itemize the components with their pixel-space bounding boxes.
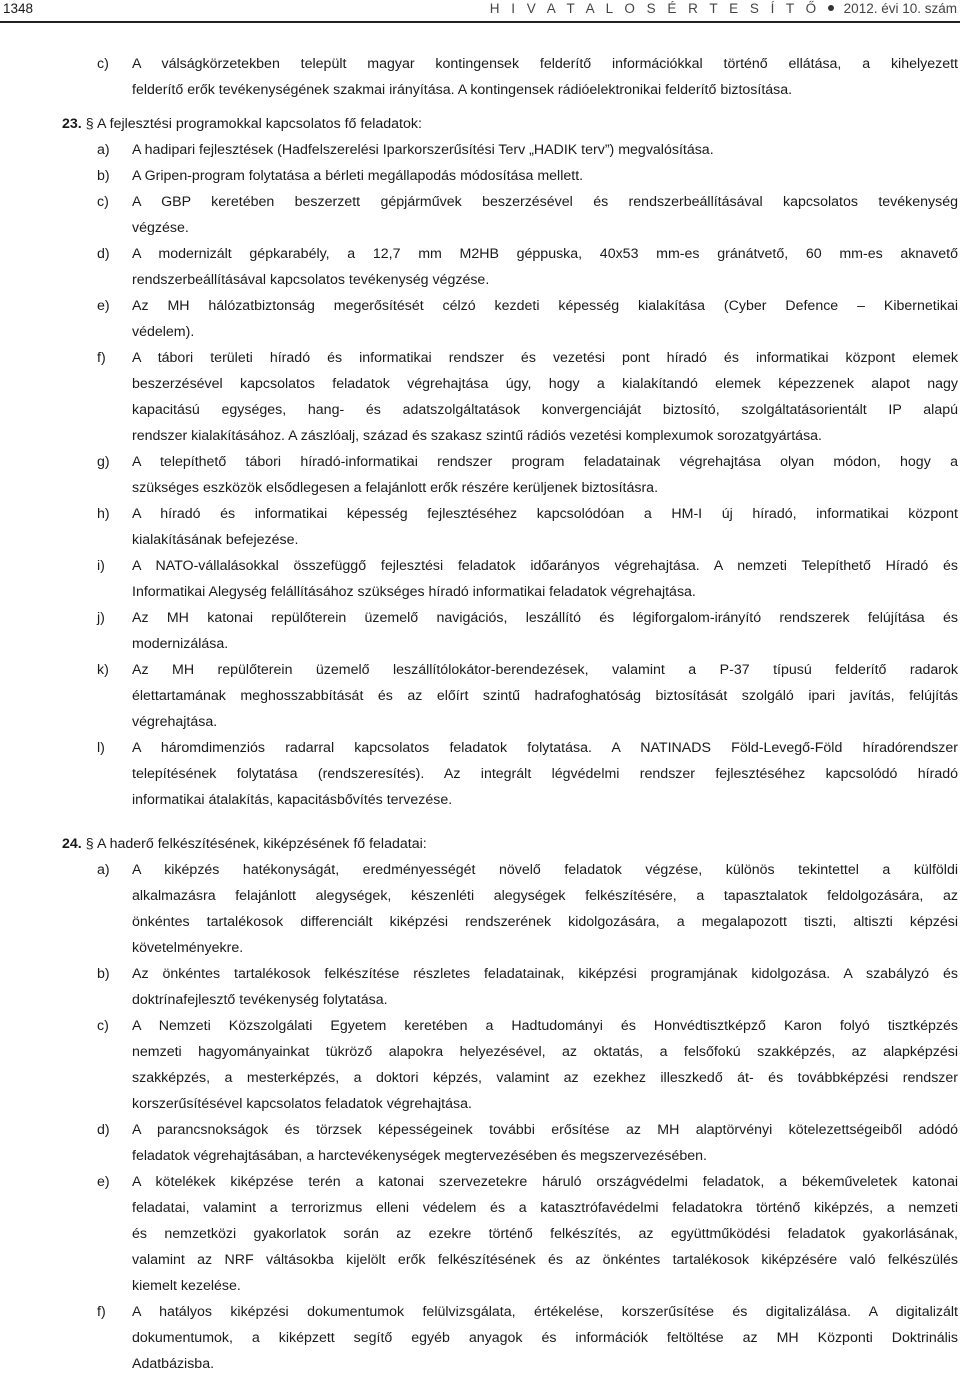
list-item	[0, 137, 960, 163]
list-item	[0, 605, 960, 657]
item-label: h)	[97, 506, 110, 522]
item-line: modernizálása.	[132, 636, 229, 652]
item-line: Az önkéntes tartalékosok felkészítése részletes feladatainak, kiképzési programjának kidolgozása. A szabályzó és	[132, 966, 958, 982]
item-text	[132, 961, 958, 1013]
intro-item	[0, 51, 960, 103]
section-number: 24. §	[62, 836, 94, 852]
item-line: végzése.	[132, 220, 189, 236]
item-line: felderítő erők tevékenységének szakmai irányítása. A kontingensek rádióelektronikai felderítő biztosítása.	[132, 82, 793, 98]
item-text	[132, 241, 958, 293]
list-item	[0, 961, 960, 1013]
item-line: rendszer kialakításához. A zászlóalj, század és szakasz szintű rádiós vezetési komplexumok sorozatgyártása.	[132, 428, 822, 444]
item-line: rendszerbeállításával kapcsolatos tevékenység végzése.	[132, 272, 490, 288]
bullet-separator	[828, 5, 834, 11]
item-text	[132, 857, 958, 961]
item-line: A hatályos kiképzési dokumentumok felülvizsgálata, értékelése, korszerűsítése és digitalizálása. A digitalizált	[132, 1304, 958, 1320]
item-line: alkalmazásra felajánlott alegységek, készenléti alegységek felkészítésére, a tapasztalatok feldolgozására, az	[132, 888, 958, 904]
item-line: beszerzésével kapcsolatos feladatok végrehajtása úgy, hogy a kialakítandó elemek képezzenek alapot nagy	[132, 376, 958, 392]
item-label: a)	[97, 862, 110, 878]
item-text	[132, 1169, 958, 1299]
item-line: korszerűsítésével kapcsolatos feladatok végrehajtása.	[132, 1096, 472, 1112]
item-text	[132, 163, 958, 189]
item-label: k)	[97, 662, 109, 678]
section-23-heading	[0, 111, 960, 137]
item-line: telepítésének folytatása (rendszeresítés). Az integrált légvédelmi rendszer fejlesztéséhez kapcsolódó híradó	[132, 766, 958, 782]
item-text	[132, 293, 958, 345]
item-line: kapacitású egységes, hang- és adatszolgáltatások konvergenciáját biztosító, szolgáltatásorientált IP alapú	[132, 402, 958, 418]
item-line: A tábori területi híradó és informatikai rendszer és vezetési pont híradó és informatikai központ elemek	[132, 350, 958, 366]
item-line: A GBP keretében beszerzett gépjárművek beszerzésével és rendszerbeállításával kapcsolatos tevékenység	[132, 194, 958, 210]
item-text	[132, 657, 958, 735]
item-line: önkéntes tartalékosok differenciált kiképzési rendszerének kidolgozására, a megalapozott tiszti, altiszti képzési	[132, 914, 958, 930]
item-text	[132, 189, 958, 241]
header-rule	[0, 21, 960, 23]
issue-label: 2012. évi 10. szám	[843, 1, 957, 16]
item-line: valamint az NRF váltásokba kijelölt erők felkészítésének és az önkéntes tartalékosok kiképzésére való felkészülés	[132, 1252, 958, 1268]
item-text	[132, 51, 958, 103]
page-number: 1348	[3, 1, 34, 16]
item-line: A válságkörzetekben települt magyar kontingensek felderítő információkkal történő ellátása, a kihelyezett	[132, 56, 958, 72]
item-label: b)	[97, 966, 110, 982]
item-line: informatikai átalakítás, kapacitásbővítés tervezése.	[132, 792, 453, 808]
section-24-heading	[0, 831, 960, 857]
list-item	[0, 163, 960, 189]
item-line: A kötelékek kiképzése terén a katonai szervezetekre háruló országvédelmi feladatok, a békeműveletek katonai	[132, 1174, 958, 1190]
list-item	[0, 1013, 960, 1117]
section-24-items	[0, 857, 960, 1377]
item-line: Adatbázisba.	[132, 1356, 215, 1372]
item-label: a)	[97, 142, 110, 158]
list-item	[0, 293, 960, 345]
list-item	[0, 449, 960, 501]
item-text	[132, 449, 958, 501]
item-label: c)	[97, 194, 109, 210]
item-line: végrehajtása.	[132, 714, 218, 730]
item-text	[132, 1013, 958, 1117]
item-label: b)	[97, 168, 110, 184]
item-line: A Nemzeti Közszolgálati Egyetem keretében a Hadtudományi és Honvédtisztképző Karon folyó tisztképzés	[132, 1018, 958, 1034]
item-label: c)	[97, 1018, 109, 1034]
running-title	[490, 0, 957, 18]
list-item	[0, 857, 960, 961]
item-line: A kiképzés hatékonyságát, eredményességét növelő feladatok végzése, különös tekintettel a külföldi	[132, 862, 958, 878]
item-line: A modernizált gépkarabély, a 12,7 mm M2HB géppuska, 40x53 mm-es gránátvető, 60 mm-es aknavető	[132, 246, 958, 262]
list-item	[0, 657, 960, 735]
page-header	[0, 0, 960, 24]
item-line: követelményekre.	[132, 940, 244, 956]
publication-name: H I V A T A L O S É R T E S Í T Ő	[489, 1, 821, 16]
item-line: Informatikai Alegység felállításához szükséges híradó informatikai feladatok végrehajtása.	[132, 584, 696, 600]
item-line: élettartamának meghosszabbítását és az előírt szintű hadrafoghatóság biztosítását szolgáló ipari javítás, felújítás	[132, 688, 958, 704]
item-line: szükséges eszközök elsődlegesen a felajánlott erők részére kerüljenek biztosításra.	[132, 480, 659, 496]
list-item	[0, 345, 960, 449]
item-line: Az MH katonai repülőterein üzemelő navigációs, leszállító és légiforgalom-irányító rendszerek felújítása és	[132, 610, 958, 626]
item-line: szakképzés, a mesterképzés, a doktori képzés, valamint az ezekhez illeszkedő át- és továbbképzési rendszer	[132, 1070, 958, 1086]
item-text	[132, 605, 958, 657]
item-line: feladatok végrehajtásában, a harctevékenységek megtervezésében és megszervezésében.	[132, 1148, 707, 1164]
item-text	[132, 1117, 958, 1169]
item-line: kialakításának befejezése.	[132, 532, 299, 548]
item-label: g)	[97, 454, 110, 470]
item-line: Az MH hálózatbiztonság megerősítését célzó kezdeti képesség kialakítása (Cyber Defence – Kibernetikai	[132, 298, 958, 314]
item-line: feladatai, valamint a terrorizmus elleni védelem és a katasztrófavédelmi feladatokra történő kiképzés, a nemzeti	[132, 1200, 958, 1216]
list-item	[0, 501, 960, 553]
list-item	[0, 1299, 960, 1377]
section-number: 23. §	[62, 116, 94, 132]
list-item	[0, 1169, 960, 1299]
document-body	[0, 51, 960, 1377]
item-label: e)	[97, 298, 110, 314]
item-text	[132, 137, 958, 163]
item-text	[132, 345, 958, 449]
list-item	[0, 189, 960, 241]
list-item	[0, 735, 960, 813]
item-label: d)	[97, 246, 110, 262]
item-line: A háromdimenziós radarral kapcsolatos feladatok folytatása. A NATINADS Föld-Levegő-Föld híradórendszer	[132, 740, 958, 756]
list-item	[0, 241, 960, 293]
item-text	[132, 553, 958, 605]
item-line: kiemelt kezelése.	[132, 1278, 241, 1294]
item-label: i)	[97, 558, 105, 574]
item-line: A hadipari fejlesztések (Hadfelszerelési Iparkorszerűsítési Terv „HADIK terv”) megvalósítása.	[132, 142, 714, 158]
item-label: c)	[97, 56, 109, 72]
item-label: j)	[97, 610, 105, 626]
item-label: f)	[97, 350, 106, 366]
item-line: A Gripen-program folytatása a bérleti megállapodás módosítása mellett.	[132, 168, 584, 184]
item-line: Az MH repülőterein üzemelő leszállítólokátor-berendezések, valamint a P-37 típusú felderítő radarok	[132, 662, 958, 678]
item-label: f)	[97, 1304, 106, 1320]
section-23-items	[0, 137, 960, 813]
list-item	[0, 1117, 960, 1169]
item-line: A NATO-vállalásokkal összefüggő fejlesztési feladatok időarányos végrehajtása. A nemzeti Telepíthető Híradó és	[132, 558, 958, 574]
list-item	[0, 553, 960, 605]
item-text	[132, 1299, 958, 1377]
section-heading: A haderő felkészítésének, kiképzésének fő feladatai:	[97, 836, 427, 852]
item-line: A parancsnokságok és törzsek képességeinek további erősítése az MH alaptörvényi kötelezettségeiből adódó	[132, 1122, 958, 1138]
item-text	[132, 735, 958, 813]
item-label: e)	[97, 1174, 110, 1190]
item-line: A telepíthető tábori híradó-informatikai rendszer program feladatainak végrehajtása olyan módon, hogy a	[132, 454, 958, 470]
item-line: és nemzetközi gyakorlatok során az ezekre történő felkészítés, az együttműködési feladatok gyakorlásának,	[132, 1226, 958, 1242]
section-heading: A fejlesztési programokkal kapcsolatos fő feladatok:	[97, 116, 422, 132]
item-label: d)	[97, 1122, 110, 1138]
item-line: A híradó és informatikai képesség fejlesztéséhez kapcsolódóan a HM-I új híradó, informatikai központ	[132, 506, 958, 522]
item-label: l)	[97, 740, 105, 756]
item-line: nemzeti hagyományainkat tükröző alapokra helyezésével, az oktatás, a felsőfokú szakképzés, az alapképzési	[132, 1044, 958, 1060]
item-line: védelem).	[132, 324, 195, 340]
item-line: dokumentumok, a kiképzett segítő egyéb anyagok és információk feltöltése az MH Központi Doktrinális	[132, 1330, 958, 1346]
item-text	[132, 501, 958, 553]
item-line: doktrínafejlesztő tevékenység folytatása.	[132, 992, 388, 1008]
